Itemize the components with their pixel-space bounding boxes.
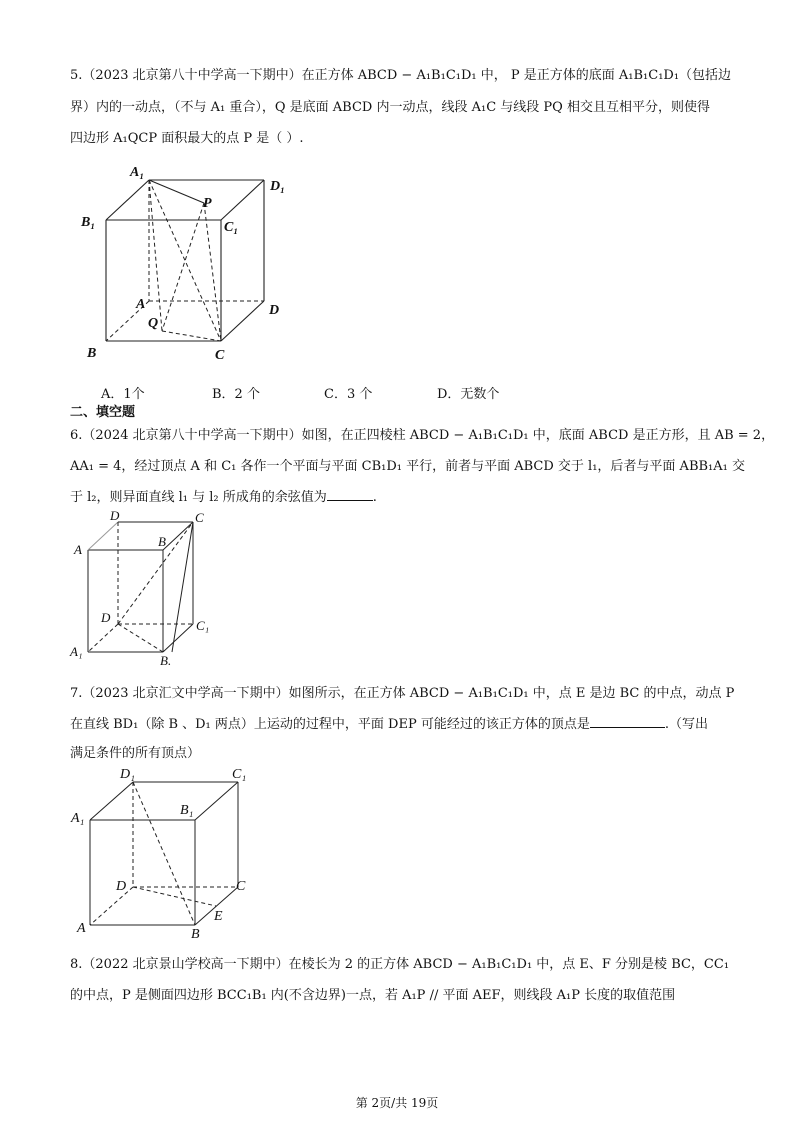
q6-label-d1: D <box>101 610 111 625</box>
q8-line-1: 8.（2022 北京景山学校高一下期中）在棱长为 2 的正方体 ABCD − A₁B₁C₁D₁ 中，点 E、F 分别是棱 BC，CC₁ <box>70 957 730 972</box>
q7-answer-blank <box>590 726 665 728</box>
q6-label-a: A <box>74 542 82 557</box>
q6-label-c1: C₁ <box>196 618 210 633</box>
q6-label-b1: B. <box>160 653 172 668</box>
q7-label-d: D <box>116 879 127 894</box>
q7-label-a1: A₁ <box>71 811 85 826</box>
q7-line-2-end: .（写出 <box>664 717 708 732</box>
q5-label-a1: A₁ <box>130 165 145 180</box>
q5-cube-figure <box>78 158 308 372</box>
q5-label-p: P <box>203 196 212 211</box>
q7-label-d1: D₁ <box>120 767 135 782</box>
q7-line-2-text: 在直线 BD₁（除 B 、D₁ 两点）上运动的过程中，平面 DEP 可能经过的该正方体的顶点是 <box>70 717 590 732</box>
q7-cube-figure <box>68 762 268 946</box>
q6-line-1: 6.（2024 北京第八十中学高一下期中）如图，在正四棱柱 ABCD − A₁B₁C₁D₁ 中，底面 ABCD 是正方形，且 AB = 2， <box>70 428 775 443</box>
q7-line-3: 满足条件的所有顶点） <box>70 746 201 761</box>
q5-label-d: D <box>269 303 280 318</box>
q7-label-c: C <box>236 879 246 894</box>
q6-line-3 <box>70 486 377 505</box>
q8-line-2: 的中点，P 是侧面四边形 BCC₁B₁ 内(不含边界)一点，若 A₁P // 平面 AEF，则线段 A₁P 长度的取值范围 <box>70 988 676 1003</box>
q6-prism-figure <box>66 508 226 672</box>
q6-line-3-end: . <box>372 490 377 505</box>
q6-answer-blank <box>327 499 373 501</box>
q5-line-3: 四边形 A₁QCP 面积最大的点 P 是（ ）. <box>70 131 304 146</box>
q5-label-c: C <box>215 348 225 363</box>
q5-label-c1: C₁ <box>224 220 239 235</box>
q5-label-a: A <box>136 297 146 312</box>
q7-label-e: E <box>214 909 223 924</box>
q5-option-b: B．2 个 <box>212 387 260 402</box>
q5-option-a: A．1个 <box>101 387 145 402</box>
q5-line-1: 5.（2023 北京第八十中学高一下期中）在正方体 ABCD − A₁B₁C₁D₁ 中， P 是正方体的底面 A₁B₁C₁D₁（包括边 <box>70 68 732 83</box>
q6-label-d: D <box>110 508 120 523</box>
q5-option-c: C．3 个 <box>324 387 373 402</box>
q6-label-b: B <box>158 534 166 549</box>
q6-line-2: AA₁ = 4，经过顶点 A 和 C₁ 各作一个平面与平面 CB₁D₁ 平行，前者与平面 ABCD 交于 l₁，后者与平面 ABB₁A₁ 交 <box>70 459 745 474</box>
q7-label-b1: B₁ <box>180 803 194 818</box>
q6-label-c: C <box>195 510 204 525</box>
q7-label-c1: C₁ <box>232 767 247 782</box>
section-heading: 二、填空题 <box>70 405 136 420</box>
q6-label-a1: A₁ <box>70 644 83 659</box>
q7-line-1: 7.（2023 北京汇文中学高一下期中）如图所示，在正方体 ABCD − A₁B₁C₁D₁ 中，点 E 是边 BC 的中点，动点 P <box>70 686 735 701</box>
q5-option-d: D．无数个 <box>437 387 500 402</box>
q7-line-2 <box>70 713 708 732</box>
q5-label-b1: B₁ <box>81 215 96 230</box>
q7-label-b: B <box>191 927 200 942</box>
q6-line-3-text: 于 l₂，则异面直线 l₁ 与 l₂ 所成角的余弦值为 <box>70 490 327 505</box>
page-footer: 第 2页/共 19页 <box>355 1096 439 1110</box>
q5-label-d1: D₁ <box>270 179 285 194</box>
q5-line-2: 界）内的一动点，（不与 A₁ 重合），Q 是底面 ABCD 内一动点，线段 A₁C 与线段 PQ 相交且互相平分，则使得 <box>70 100 710 115</box>
q5-label-q: Q <box>148 316 159 331</box>
q5-label-b: B <box>87 346 97 361</box>
q7-label-a: A <box>77 921 86 936</box>
